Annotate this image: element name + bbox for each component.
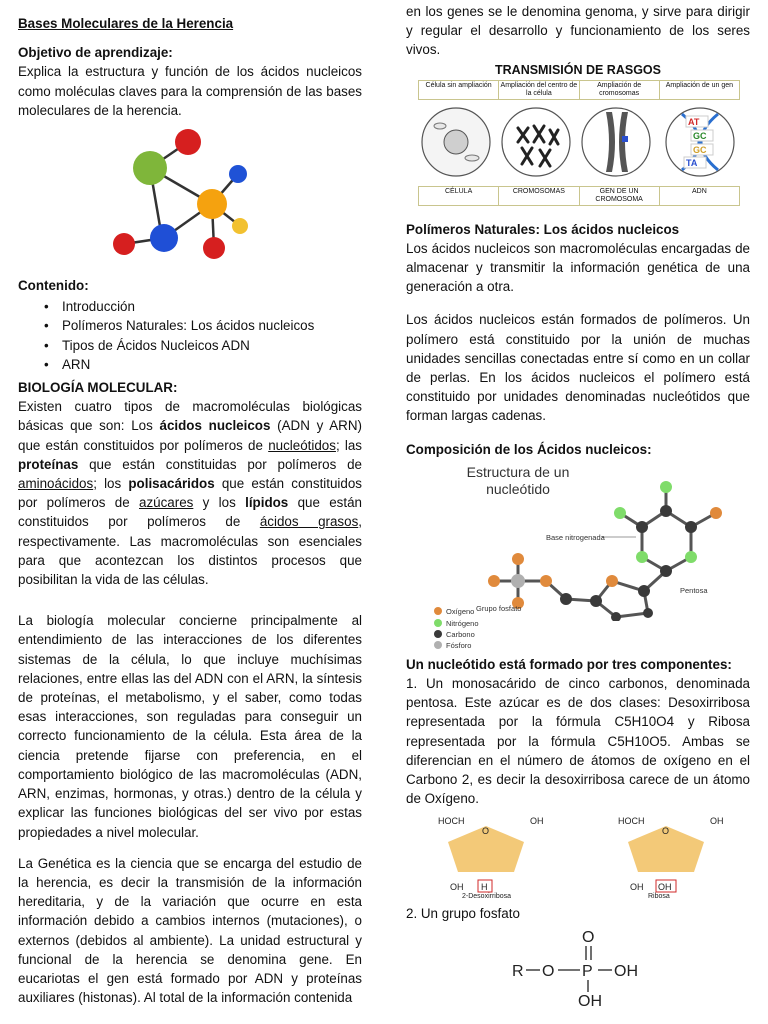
list-item: • Introducción (62, 297, 362, 316)
transmission-diagram (416, 102, 740, 182)
top-label-row (418, 80, 740, 100)
hoch-label: HOCH (438, 816, 465, 827)
component-item-1: 1. Un monosacárido de cinco carbonos, denominada pentosa. Este azúcar es de dos clases: Desoxirribosa representada por la fórmula C5H10O4 y Ribosa representada por la fórmula C5H10O5. Ambas se diferencian en el número de átomos de oxígeno en el Carbono 2, es decir la desoxirribosa carece de un átomo de Oxígeno. (406, 676, 750, 807)
formula-oxygen: O (542, 962, 555, 980)
bold-term: proteínas (18, 456, 79, 472)
phosphate-formula (508, 926, 750, 1008)
objective-text: Explica la estructura y función de los ácidos nucleicos como moléculas claves para la comprensión de las bases moleculares de la herencia. (18, 64, 362, 118)
oh-label: OH (450, 882, 464, 893)
list-item: • Polímeros Naturales: Los ácidos nucleicos (62, 316, 362, 335)
legend-oxygen: Oxígeno (446, 606, 475, 616)
composition-heading: Composición de los Ácidos nucleicos: (406, 441, 652, 457)
three-components-heading: Un nucleótido está formado por tres componentes: (406, 656, 732, 672)
bio-heading: BIOLOGÍA MOLECULAR: (18, 380, 178, 396)
top-label: Ampliación de cromosomas (580, 81, 660, 99)
legend-nitrogen: Nitrógeno (446, 618, 479, 628)
text-run: que están constituidos por polímeros de (18, 476, 362, 511)
formula-r: R (512, 962, 524, 980)
figure-title-line: nucleótido (486, 480, 550, 497)
contenido-heading: Contenido: (18, 278, 89, 294)
oh-label: OH (658, 882, 672, 893)
right-column (406, 2, 750, 1008)
oh-label: OH (630, 882, 644, 893)
base-label: Base nitrogenada (546, 532, 605, 542)
sugar-caption: 2-Desoxirribosa (462, 893, 512, 899)
ring-oxygen: O (482, 826, 490, 837)
polymers-paragraph-1: Los ácidos nucleicos son macromoléculas encargadas de almacenar y transmitir la información genética de una generación a otra. (406, 240, 750, 295)
top-label: Ampliación del centro de la célula (499, 81, 579, 99)
pentose-label: Pentosa (680, 585, 708, 595)
text-run: que están constituidos por polímeros de (18, 495, 362, 530)
bio-paragraph-1 (18, 397, 362, 589)
list-item: • Tipos de Ácidos Nucleicos ADN (62, 336, 362, 355)
figure-title-line: Estructura de un (466, 463, 570, 480)
objective-heading: Objetivo de aprendizaje: (18, 45, 173, 61)
ring-oxygen: O (662, 826, 670, 837)
left-column (18, 14, 362, 1007)
oh-label: OH (530, 816, 544, 827)
formula-oh: OH (614, 962, 638, 980)
text-run: que están constituidas por polímeros de (78, 456, 362, 472)
bold-term: polisacáridos (128, 476, 215, 492)
underlined-term: ácidos grasos (259, 514, 359, 530)
dna-pair: GC (693, 144, 707, 155)
list-item: • ARN (62, 355, 362, 374)
formula-phosphorus: P (582, 962, 593, 980)
text-run: Existen cuatro tipos de macromoléculas biológicas básicas que son: Los (18, 399, 362, 434)
top-label: Ampliación de un gen (665, 81, 734, 89)
figure-title: TRANSMISIÓN DE RASGOS (495, 62, 661, 77)
contenido-list (18, 297, 362, 374)
bottom-label-row (418, 186, 740, 206)
underlined-term: aminoácidos (18, 476, 94, 492)
nucleotide-structure-figure (406, 461, 750, 653)
dna-pair: TA (686, 157, 698, 168)
formula-oh: OH (578, 992, 602, 1008)
bottom-label: GEN DE UN CROMOSOMA (580, 187, 660, 205)
text-run: ; los (93, 476, 129, 492)
document-title: Bases Moleculares de la Herencia (18, 16, 234, 31)
text-run: , respectivamente. Las macromoléculas son esenciales para que acontezcan los distintos procesos que posibilitan la vida de las células. (18, 514, 362, 588)
underlined-term: nucleótidos (268, 437, 336, 453)
dna-pair: AT (688, 116, 700, 127)
molecule-illustration (102, 126, 362, 266)
text-run: (ADN y ARN) que están constituidos por polímeros de (18, 418, 362, 453)
text-run: ; las (335, 437, 362, 453)
bottom-label: CROMOSOMAS (499, 187, 579, 205)
hoch-label: HOCH (618, 816, 645, 827)
sugar-caption: Ribosa (648, 893, 670, 899)
formula-oxygen: O (582, 928, 595, 946)
text-run: y los (193, 495, 246, 511)
bottom-label: CÉLULA (419, 187, 499, 205)
polymers-heading: Polímeros Naturales: Los ácidos nucleicos (406, 221, 680, 237)
legend-carbon: Carbono (446, 629, 475, 639)
bold-term: lípidos (245, 495, 289, 511)
h-label: H (481, 882, 488, 893)
top-label: Célula sin ampliación (419, 81, 499, 99)
component-item-2: 2. Un grupo fosfato (406, 906, 520, 922)
phosphate-label: Grupo fosfato (476, 603, 522, 613)
trait-transmission-figure (406, 62, 750, 212)
underlined-term: azúcares (139, 495, 194, 511)
bottom-label: ADN (691, 187, 707, 195)
bio-paragraph-2: La biología molecular concierne principalmente al entendimiento de las interacciones de los diferentes sistemas de la célula, lo que incluye muchísimas relaciones, entre ellas las del ADN con el ARN, la síntesis de proteínas, el metabolismo, y el saber, como todas esas interacciones, son reguladas para conseguir un correcto funcionamiento de la célula. Esta área de la ciencia pretende fijarse con preferencia, en el comportamiento biológico de las macromoléculas (ADN, ARN, enzimas, hormonas, y otras.) dentro de la célula y explicar las funciones biológicas del ser vivo por estas propiedades a nivel molecular. (18, 613, 362, 840)
bio-paragraph-3: La Genética es la ciencia que se encarga del estudio de la herencia, es decir la transmisión de la información hereditaria, y de la variación que ocurre en esta información debido a cambios internos (mutaciones), o externos (debidos al ambiente). La unidad estructural y funcional de la herencia se denomina gene. En eucariotas el gen está formado por ADN y proteínas auxiliares (histonas). Al total de la información contenida (18, 855, 362, 1006)
bold-term: ácidos nucleicos (159, 418, 271, 434)
polymers-paragraph-2: Los ácidos nucleicos están formados de polímeros. Un polímero está constituido por la unión de muchas unidades sencillas conectadas entre sí como en un collar de perlas. En los ácidos nucleicos el polímero está constituido por unidades denominadas nucleótidos que forman largas cadenas. (406, 312, 750, 424)
oh-label: OH (710, 816, 724, 827)
pentose-sugars-figure (436, 812, 750, 898)
continued-text: en los genes se le denomina genoma, y sirve para dirigir y regular el desarrollo y funcionamiento de los seres vivos. (406, 4, 750, 58)
legend-phosphorus: Fósforo (446, 640, 472, 650)
dna-pair: GC (693, 130, 707, 141)
